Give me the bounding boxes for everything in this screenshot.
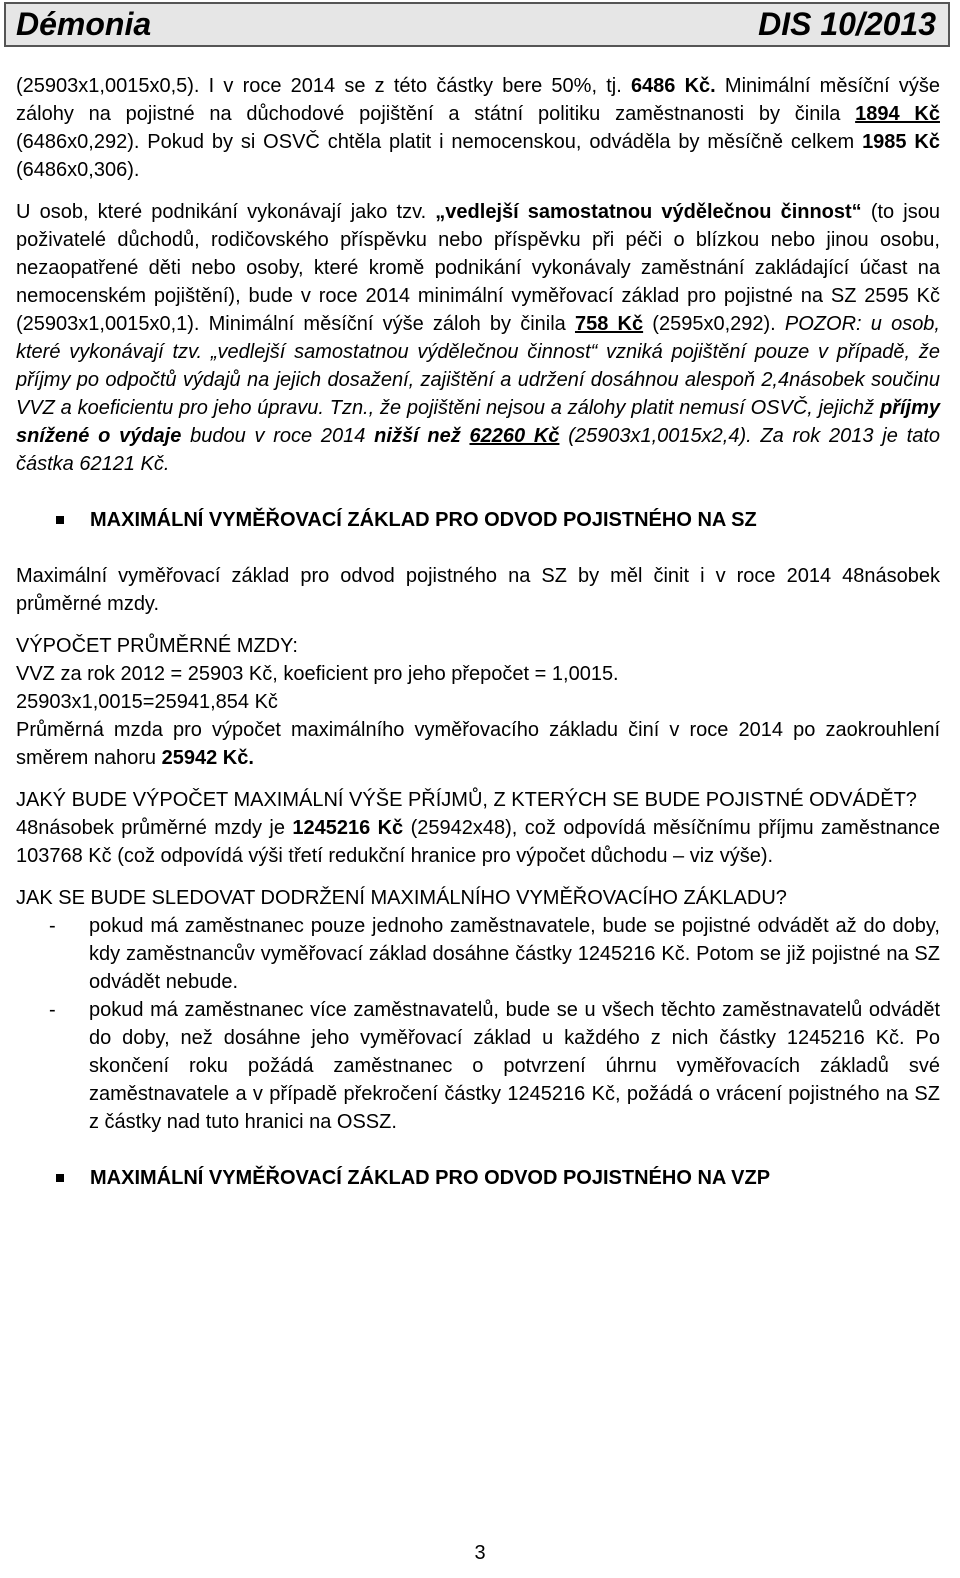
text-line: 25903x1,0015=25941,854 Kč [16, 691, 278, 713]
amount: 6486 Kč. [630, 75, 716, 97]
text: (2595x0,292). [643, 313, 776, 335]
paragraph-max-income [16, 786, 940, 870]
note-bold: příjmy snížené o výdaje [16, 397, 940, 447]
text: (6486x0,306). [16, 159, 140, 181]
paragraph-monitoring [16, 884, 940, 1136]
list-item: - pokud má zaměstnanec více zaměstnavatelů, bude se u všech těchto zaměstnavatelů odvádět do doby, než dosáhne jeho vyměřovací základ u každého z nich částky 1245216 Kč. Po skončení roku požádá zaměstnanec o potvrzení úhrnu vyměřovacích základů své zaměstnavatele a v případě překročení částky 1245216 Kč, požádá o vrácení pojistného na SZ z částky nad tuto hranici na OSSZ. [16, 996, 940, 1136]
term: „vedlejší samostatnou výdělečnou činnost“ [435, 201, 862, 223]
text-line: VVZ za rok 2012 = 25903 Kč, koeficient pro jeho přepočet = 1,0015. [16, 663, 619, 685]
header-publisher: Démonia [16, 6, 152, 42]
note-bold: nižší než [374, 425, 470, 447]
section-heading-sz: MAXIMÁLNÍ VYMĚŘOVACÍ ZÁKLAD PRO ODVOD POJISTNÉHO NA SZ [16, 506, 940, 534]
amount: 25942 Kč. [161, 747, 254, 769]
page-number: 3 [474, 1542, 486, 1564]
note-text: POZOR: u osob, které vykonávají tzv. „vedlejší samostatnou výdělečnou činnost“ vzniká pojištění pouze v případě, že příjmy po odpočtů výdajů na jejich dosažení, zajištění a udržení dosáhnou alespoň 2,4násobek součinu VVZ a koeficientu pro jeho úpravu. Tzn., že pojištěni nejsou a zálohy platit nemusí OSVČ, jejichž [16, 313, 940, 419]
text: (25903x1,0015x0,5). I v roce 2014 se z této částky bere 50%, tj. [16, 75, 631, 97]
text: (25942x48), což odpovídá měsíčnímu příjmu zaměstnance 103768 Kč (což odpovídá výši třetí redukční hranice pro výpočet důchodu – viz výše). [16, 817, 940, 867]
page-header [4, 2, 950, 47]
amount: 758 Kč [574, 313, 644, 335]
amount: 1245216 Kč [292, 817, 404, 839]
paragraph-secondary-activity [16, 198, 940, 478]
header-issue: DIS 10/2013 [758, 6, 936, 42]
text: (to jsou poživatelé důchodů, rodičovského příspěvku nebo příspěvku při péči o blízkou nebo jinou osobu, nezaopatřené děti nebo osoby, které kromě podnikání vykonávaly zaměstnání zakládající účast na nemocenském pojištění), bude v roce 2014 minimální vyměřovací základ pro pojistné na SZ 2595 Kč (25903x1,0015x0,1). Minimální měsíční výše záloh by činila [16, 201, 940, 335]
text: Minimální měsíční výše zálohy na pojistné na důchodové pojištění a státní politiku zaměstnanosti by činila [16, 75, 940, 125]
text: U osob, které podnikání vykonávají jako tzv. [16, 201, 436, 223]
list-item: - pokud má zaměstnanec pouze jednoho zaměstnavatele, bude se pojistné odvádět až do doby, kdy zaměstnancův vyměřovací základ dosáhne částky 1245216 Kč. Potom se již pojistné na SZ odvádět nebude. [16, 912, 940, 996]
amount: 1985 Kč [862, 131, 940, 153]
subheading: VÝPOČET PRŮMĚRNÉ MZDY: [16, 635, 298, 657]
note-text: budou v roce 2014 [181, 425, 375, 447]
paragraph-average-wage [16, 632, 940, 772]
text: Průměrná mzda pro výpočet maximálního vyměřovacího základu činí v roce 2014 po zaokrouhlení směrem nahoru [16, 719, 940, 769]
dash-marker: - [49, 999, 56, 1021]
text: 48násobek průměrné mzdy je [16, 817, 293, 839]
subheading: JAKÝ BUDE VÝPOČET MAXIMÁLNÍ VÝŠE PŘÍJMŮ, Z KTERÝCH SE BUDE POJISTNÉ ODVÁDĚT? [16, 789, 917, 811]
paragraph-max-base: Maximální vyměřovací základ pro odvod pojistného na SZ by měl činit i v roce 2014 48násobek průměrné mzdy. [16, 565, 940, 615]
bullet-square-icon [56, 516, 64, 524]
document-body [16, 72, 940, 1192]
note-amount: 62260 Kč [469, 425, 560, 447]
bullet-square-icon [56, 1174, 64, 1182]
paragraph-minimum-deposit [16, 72, 940, 184]
section-heading-vzp: MAXIMÁLNÍ VYMĚŘOVACÍ ZÁKLAD PRO ODVOD POJISTNÉHO NA VZP [16, 1164, 940, 1192]
text: (6486x0,292). Pokud by si OSVČ chtěla platit i nemocenskou, odváděla by měsíčně celkem [16, 131, 863, 153]
dash-marker: - [49, 915, 56, 937]
amount: 1894 Kč [855, 103, 940, 125]
note-text: (25903x1,0015x2,4). Za rok 2013 je tato částka 62121 Kč. [16, 425, 940, 475]
subheading: JAK SE BUDE SLEDOVAT DODRŽENÍ MAXIMÁLNÍHO VYMĚŘOVACÍHO ZÁKLADU? [16, 887, 787, 909]
